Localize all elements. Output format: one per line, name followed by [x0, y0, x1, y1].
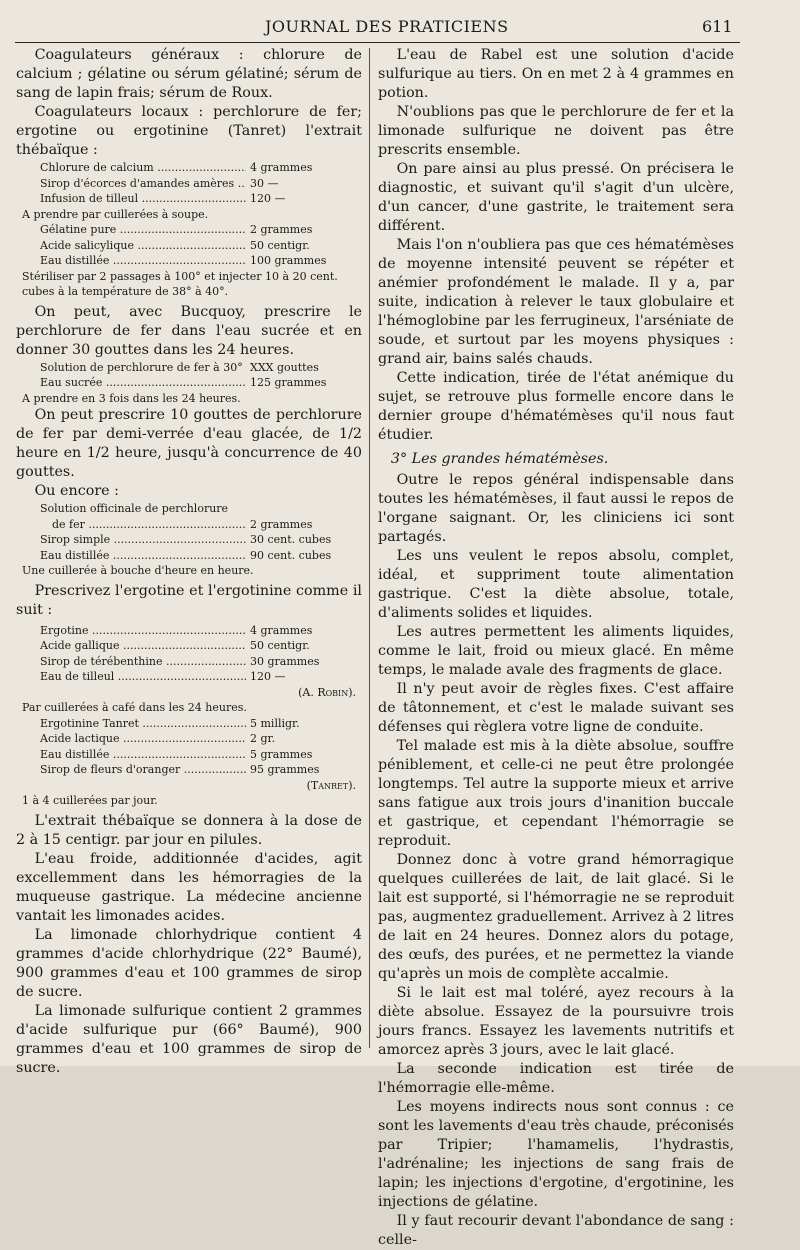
- paragraph: Donnez donc à votre grand hémorragique quelques cuillerées de lait, de lait glacé. Si le lait est supporté, si l'hémorragie ne se reproduit pas, augmentez graduellement. Arrivez à 2 litres de lait en 24 heures. Donnez alors du potage, des œufs, des purées, et ne permettez la viande qu'après un mois de complète accalmie.: [378, 852, 734, 982]
- paragraph: Les autres permettent les aliments liquides, comme le lait, froid ou mieux glacé. En même temps, le malade avale des fragments de glace.: [378, 624, 734, 678]
- dosage-note: A prendre en 3 fois dans les 24 heures.: [22, 391, 241, 405]
- author-attribution: (Tanret).: [306, 778, 356, 792]
- prescription-2: [16, 222, 362, 269]
- rx-line: Eau distillée ..... 5 grammes: [16, 747, 362, 763]
- rx-line: Ergotinine Tanret ..... 5 milligr.: [16, 716, 362, 732]
- paragraph: Les uns veulent le repos absolu, complet, idéal, et suppriment toute alimentation gastrique. C'est la diète absolue, totale, d'aliments solides et liquides.: [378, 548, 734, 621]
- dosage-note: Une cuillerée à bouche d'heure en heure.: [22, 564, 254, 577]
- rx-line: Acide gallique ..... 50 centigr.: [16, 638, 362, 654]
- dosage-note: Par cuillerées à café dans les 24 heures.: [22, 701, 247, 714]
- column-divider: [369, 48, 370, 1048]
- prescription-4: [16, 501, 362, 563]
- paragraph: Prescrivez l'ergotine et l'ergotinine comme il suit :: [16, 582, 362, 618]
- paragraph: Ou encore :: [34, 483, 119, 499]
- author-attribution: (A. Robin).: [298, 685, 356, 699]
- header-rule: [15, 42, 740, 43]
- paragraph: L'extrait thébaïque se donnera à la dose de 2 à 15 centigr. par jour en pilules.: [16, 812, 362, 848]
- paragraph: La limonade sulfurique contient 2 grammes d'acide sulfurique pur (66° Baumé), 900 grammes d'eau et 100 grammes de sirop de sucre.: [16, 1002, 362, 1076]
- rx-line: Eau distillée ..... 90 cent. cubes: [16, 548, 362, 564]
- rx-line: Acide salicylique ..... 50 centigr.: [16, 238, 362, 254]
- rx-line: Solution officinale de perchlorure: [40, 502, 229, 515]
- rx-line: Ergotine ..... 4 grammes: [16, 623, 362, 639]
- rx-line: Infusion de tilleul ..... 120 —: [16, 191, 362, 207]
- paragraph: On peut prescrire 10 gouttes de perchlorure de fer par demi-verrée d'eau glacée, de 1/2 heure en 1/2 heure, jusqu'à concurrence de 40 gouttes.: [16, 407, 362, 480]
- paragraph: Outre le repos général indispensable dans toutes les hématémèses, il faut aussi le repos de l'organe saignant. Or, les cliniciens ici sont partagés.: [378, 472, 734, 545]
- paragraph: Coagulateurs généraux : chlorure de calcium ; gélatine ou sérum gélatiné; sérum de sang de lapin frais; sérum de Roux.: [16, 47, 362, 101]
- dosage-note: A prendre par cuillerées à soupe.: [22, 207, 209, 221]
- left-column: [16, 46, 362, 1078]
- paragraph: La limonade chlorhydrique contient 4 grammes d'acide chlorhydrique (22° Baumé), 900 grammes d'eau et 100 grammes de sirop de sucre.: [16, 926, 362, 1000]
- paragraph: N'oublions pas que le perchlorure de fer et la limonade sulfurique ne doivent pas être prescrits ensemble.: [378, 104, 734, 158]
- right-column: [378, 46, 734, 1250]
- rx-line: Sirop d'écorces d'amandes amères ..... 30 —: [16, 176, 362, 192]
- rx-line: Sirop de térébenthine ..... 30 grammes: [16, 654, 362, 670]
- prescription-1: [16, 160, 362, 207]
- page-number: 611: [702, 17, 733, 36]
- section-heading: 3° Les grandes hématémèses.: [390, 451, 609, 467]
- paragraph: Tel malade est mis à la diète absolue, souffre péniblement, et celle-ci ne peut être prolongée longtemps. Tel autre la supporte mieux et arrive sans fatigue aux trois jours d'inanition buccale et gastrique, et cependant l'hémorragie se reproduit.: [378, 738, 734, 849]
- paragraph: Cette indication, tirée de l'état anémique du sujet, se retrouve plus formelle encore dans le dernier groupe d'hématémèses qu'il nous faut étudier.: [378, 370, 734, 443]
- prescription-3: [16, 360, 362, 391]
- paragraph: La seconde indication est tirée de l'hémorragie elle-même.: [378, 1061, 734, 1096]
- journal-title: JOURNAL DES PRATICIENS: [265, 17, 509, 36]
- paragraph: Si le lait est mal toléré, ayez recours à la diète absolue. Essayez de la poursuivre trois jours francs. Essayez les lavements nutritifs et amorcez après 3 jours, avec le lait glacé.: [378, 985, 734, 1058]
- rx-line: Solution de perchlorure de fer à 30° ..... XXX gouttes: [16, 360, 362, 376]
- rx-line: Gélatine pure ..... 2 grammes: [16, 222, 362, 238]
- page-header: [0, 15, 800, 41]
- rx-line: Eau de tilleul ..... 120 —: [16, 669, 362, 685]
- rx-line: Sirop simple ..... 30 cent. cubes: [16, 532, 362, 548]
- paragraph: Il y faut recourir devant l'abondance de sang : celle-: [378, 1213, 734, 1248]
- paragraph: On pare ainsi au plus pressé. On précisera le diagnostic, et suivant qu'il s'agit d'un ulcère, d'un cancer, d'une gastrite, le traitement sera différent.: [378, 161, 734, 234]
- prescription-5: [16, 623, 362, 685]
- paragraph: L'eau froide, additionnée d'acides, agit excellemment dans les hémorragies de la muqueuse gastrique. La médecine ancienne vantait les limonades acides.: [16, 850, 362, 924]
- rx-line: Chlorure de calcium ..... 4 grammes: [16, 160, 362, 176]
- paragraph: Mais l'on n'oubliera pas que ces hématémèses de moyenne intensité peuvent se répéter et anémier profondément le malade. Il y a, par suite, indication à relever le taux globulaire et l'hémoglobine par les ferrugineux, l'arséniate de soude, et surtout par les moyens physiques : grand air, bains salés chauds.: [378, 237, 734, 367]
- paragraph: Les moyens indirects nous sont connus : ce sont les lavements d'eau très chaude, préconisés par Tripier; l'hamamelis, l'hydrastis, l'adrénaline; les injections de sang frais de lapin; les injections d'ergotine, d'ergotinine, les injections de gélatine.: [378, 1099, 734, 1210]
- paragraph: On peut, avec Bucquoy, prescrire le perchlorure de fer dans l'eau sucrée et en donner 30 gouttes dans les 24 heures.: [16, 303, 362, 358]
- dosage-note: Stériliser par 2 passages à 100° et injecter 10 à 20 cent. cubes à la température de 38° à 40°.: [22, 269, 338, 298]
- rx-line: Acide lactique ..... 2 gr.: [16, 731, 362, 747]
- rx-line: Eau distillée ..... 100 grammes: [16, 253, 362, 269]
- dosage-note: 1 à 4 cuillerées par jour.: [22, 794, 158, 807]
- rx-line: de fer ..... 2 grammes: [16, 517, 362, 533]
- paragraph: Coagulateurs locaux : perchlorure de fer; ergotine ou ergotinine (Tanret) l'extrait thébaïque :: [16, 104, 362, 158]
- paragraph: L'eau de Rabel est une solution d'acide sulfurique au tiers. On en met 2 à 4 grammes en potion.: [378, 47, 734, 101]
- paragraph: Il n'y peut avoir de règles fixes. C'est affaire de tâtonnement, et c'est le malade suivant ses défenses qui règlera votre ligne de conduite.: [378, 681, 734, 735]
- rx-line: Eau sucrée ..... 125 grammes: [16, 375, 362, 391]
- prescription-6: [16, 716, 362, 778]
- rx-line: Sirop de fleurs d'oranger ..... 95 grammes: [16, 762, 362, 778]
